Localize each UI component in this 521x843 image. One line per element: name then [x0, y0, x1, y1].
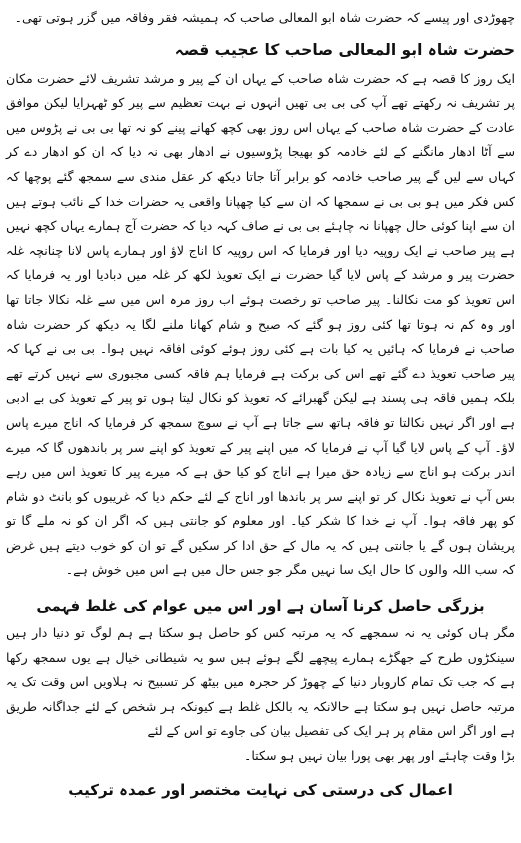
opening-line: چھوڑدی اور پیسے کہ حضرت شاہ ابو المعالی صاحب کہ ہمیشہ فقر وفاقہ میں گزر ہوتی تھی۔ [14, 10, 515, 25]
misconception-heading: بزرگی حاصل کرنا آسان ہے اور اس میں عوام کی غلط فہمی [36, 597, 485, 616]
story-paragraph: ایک روز کا قصہ ہے کہ حضرت شاہ صاحب کے یہاں ان کے پیر و مرشد تشریف لائے حضرت مکان پر تشریف نہ رکھتے تھے آپ کی بی بی تھیں انہوں نے بہت تعظیم سے پیر کو ٹھہرایا لیکن موافق عادت کے حضرت شاہ صاحب کے یہاں اس روز بھی کچھ کھانے پینے کو نہ تھا بی بی نے پڑوس میں سے آٹا ادھار مانگنے کے لئے خادمہ کو بھیجا پڑوسیوں نے ادھار بھی نہ دیا کہ ان کو ادھار دے کر کہاں سے لیں گے پیر صاحب خادمہ کو برابر آتا جاتا دیکھ کر عقل مندی سے سمجھ گئے پوچھا کہ کس فکر میں ہو بی بی نے سمجھا کہ ان سے کیا چھپانا واقعی یہ حضرات خدا کے نائب ہوتے ہیں ان سے اپنا کوئی حال چھپانا نہ چاہئے بی بی نے صاف کہہ دیا کہ حضرت آج ہمارے یہاں کچھ نہیں ہے پیر صاحب نے ایک روپیہ دیا اور فرمایا کہ اس روپیہ کا اناج لاؤ اور ہمارے پاس لانا چنانچہ غلہ حضرت پیر و مرشد کے پاس لایا گیا حضرت نے ایک تعویذ لکھ کر غلہ میں دبادیا اور یہ فرمایا کہ اس تعویذ کو مت نکالنا۔ پیر صاحب تو رخصت ہوئے اب روز مرہ اس میں سے غلہ نکالا جاتا تھا اور وہ کم نہ ہوتا تھا کئی روز ہو گئے کہ صبح و شام کھانا ملنے لگا یہ دیکھ کر حضرت شاہ صاحب نے فرمایا کہ ہائیں یہ کیا بات ہے کئی روز ہوئے کوئی افاقہ نہیں ہوا۔ بی بی نے کہا کہ پیر صاحب تعویذ دے گئے تھے اس کی برکت ہے فرمایا ہم فاقہ کسی مجبوری سے نہیں کرتے تھے بلکہ ہمیں فاقہ ہی پسند ہے لیکن گھبرائے کہ تعویذ کو نکال لیتا ہوں تو پیر کے تعویذ کی بے ادبی ہے اور اگر نہیں نکالتا تو فاقہ ہاتھ سے جاتا ہے آپ نے سوچ سمجھ کر فرمایا کہ اناج میرے پاس لاؤ۔ آپ کے پاس لایا گیا آپ نے فرمایا کہ میں اپنے پیر کے تعویذ کو اپنے سر پر باندھوں گا کہ میرے اندر برکت ہو اناج سے زیادہ حق میرا ہے اناج کو کیا حق ہے کہ میرے پیر کا تعویذ اس میں رہے بس آپ نے تعویذ نکال کر تو اپنے سر پر باندھا اور اناج کے لئے حکم دیا کہ غریبوں کو بانٹ دو شام کو پھر فاقہ ہوا۔ آپ نے خدا کا شکر کیا۔ اور معلوم کو جانتی ہیں کہ اگر ان کو نہ ملے گا تو پریشان ہوں گے یا جانتی ہیں کہ یہ مال کے حق ادا کر سکیں گے تو ان کو خوب دیتے ہیں غرض کہ سب اللہ والوں کا حال ایک سا نہیں مگر جو جس حال میں ہے اس میں خوش ہے۔ [6, 70, 515, 578]
misconception-last-line: بڑا وقت چاہئے اور پھر بھی پورا بیان نہیں ہو سکتا۔ [243, 748, 515, 764]
story-heading: حضرت شاہ ابو المعالی صاحب کا عجیب قصہ [174, 40, 515, 59]
misconception-paragraph: مگر ہاں کوئی یہ نہ سمجھے کہ یہ مرتبہ کس کو حاصل ہو سکتا ہے ہم لوگ تو دنیا دار ہیں سینکڑوں طرح کے جھگڑے ہمارے پیچھے لگے ہوئے ہیں سو یہ شیطانی خیال ہے یوں سمجھ رکھا ہے کہ جب تک تمام کاروبار دنیا کے چھوڑ کر حجرہ میں بیٹھ کر تسبیح نہ ہلاویں اس وقت تک یہ مرتبہ حاصل نہیں ہو سکتا ہے حالانکہ یہ بالکل غلط ہے کیونکہ ہر شخص کے لئے جداگانہ طریق ہے اور اگر اس مقام پر ہر ایک کی تفصیل بیان کی جاوے تو اس کے لئے [6, 625, 515, 739]
closing-heading: اعمال کی درستی کی نہایت مختصر اور عمدہ ترکیب [68, 780, 453, 799]
